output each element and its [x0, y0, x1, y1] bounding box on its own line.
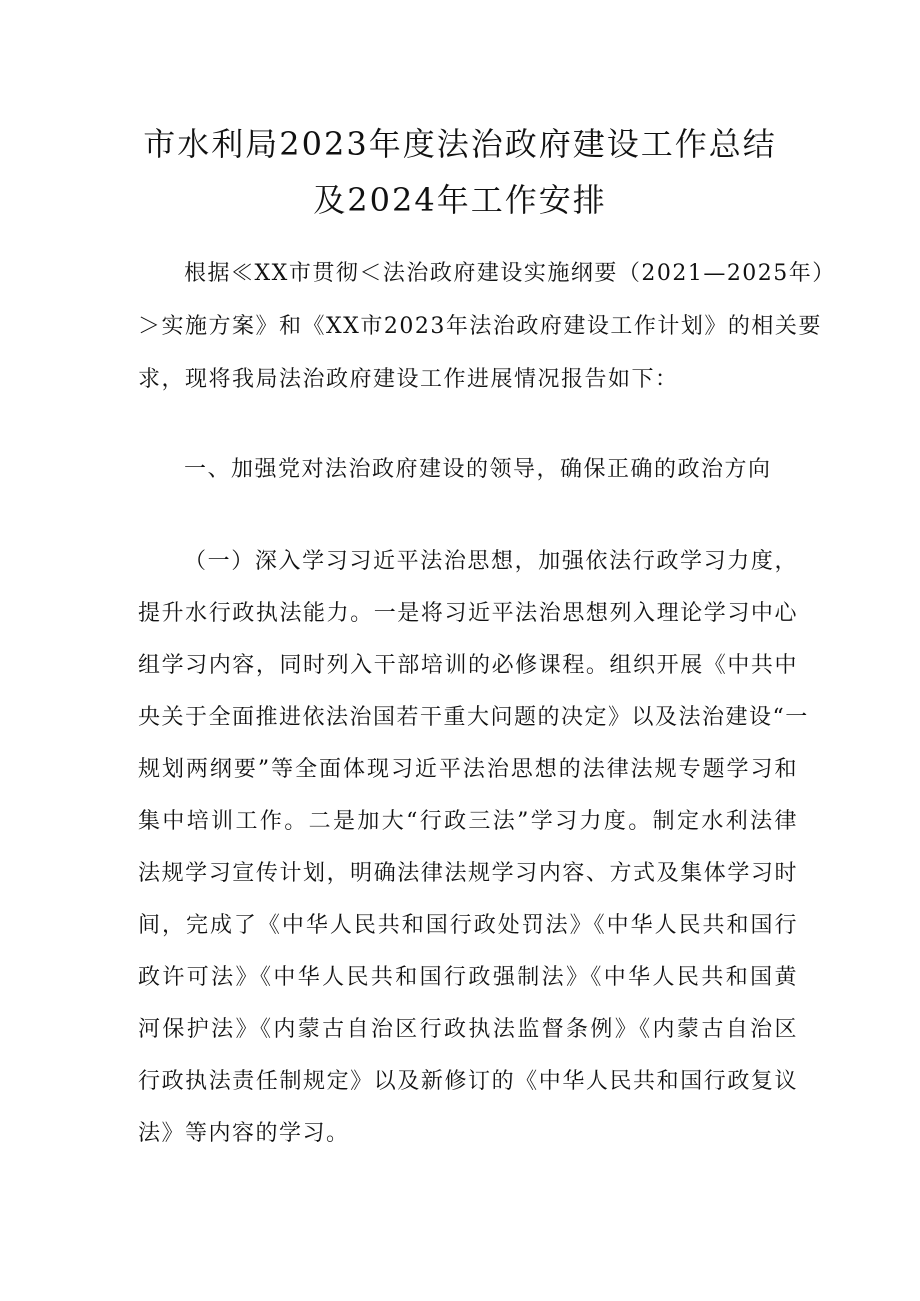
document-title-line-2: 及2024年工作安排 — [313, 181, 607, 219]
paragraph-line: 集中培训工作。二是加大“行政三法”学习力度。制定水利法律 — [138, 809, 798, 834]
intro-line: 求，现将我局法治政府建设工作进展情况报告如下： — [138, 367, 679, 392]
paragraph-line: 央关于全面推进依法治国若干重大问题的决定》以及法治建设“一 — [138, 705, 809, 730]
paragraph-line: 间，完成了《中华人民共和国行政处罚法》《中华人民共和国行 — [138, 913, 798, 938]
paragraph-line: 河保护法》《内蒙古自治区行政执法监督条例》《内蒙古自治区 — [138, 1017, 798, 1042]
paragraph-line: 组学习内容，同时列入干部培训的必修课程。组织开展《中共中 — [138, 653, 798, 678]
paragraph-line: 法规学习宣传计划，明确法律法规学习内容、方式及集体学习时 — [138, 861, 798, 886]
section-heading: 一、加强党对法治政府建设的领导，确保正确的政治方向 — [184, 457, 772, 482]
document-title-line-1: 市水利局2023年度法治政府建设工作总结 — [143, 125, 777, 163]
paragraph-line: 提升水行政执法能力。一是将习近平法治思想列入理论学习中心 — [138, 601, 798, 626]
paragraph-line: （一）深入学习习近平法治思想，加强依法行政学习力度， — [184, 549, 798, 574]
intro-line: 根据≪XX市贯彻＜法治政府建设实施纲要（2021—2025年） — [184, 261, 836, 286]
intro-line: ＞实施方案》和《XX市2023年法治政府建设工作计划》的相关要 — [138, 314, 822, 339]
paragraph-line: 行政执法责任制规定》以及新修订的《中华人民共和国行政复议 — [138, 1069, 798, 1094]
paragraph-line: 规划两纲要”等全面体现习近平法治思想的法律法规专题学习和 — [138, 757, 798, 782]
paragraph-line: 法》等内容的学习。 — [138, 1121, 350, 1146]
paragraph-line: 政许可法》《中华人民共和国行政强制法》《中华人民共和国黄 — [138, 965, 798, 990]
